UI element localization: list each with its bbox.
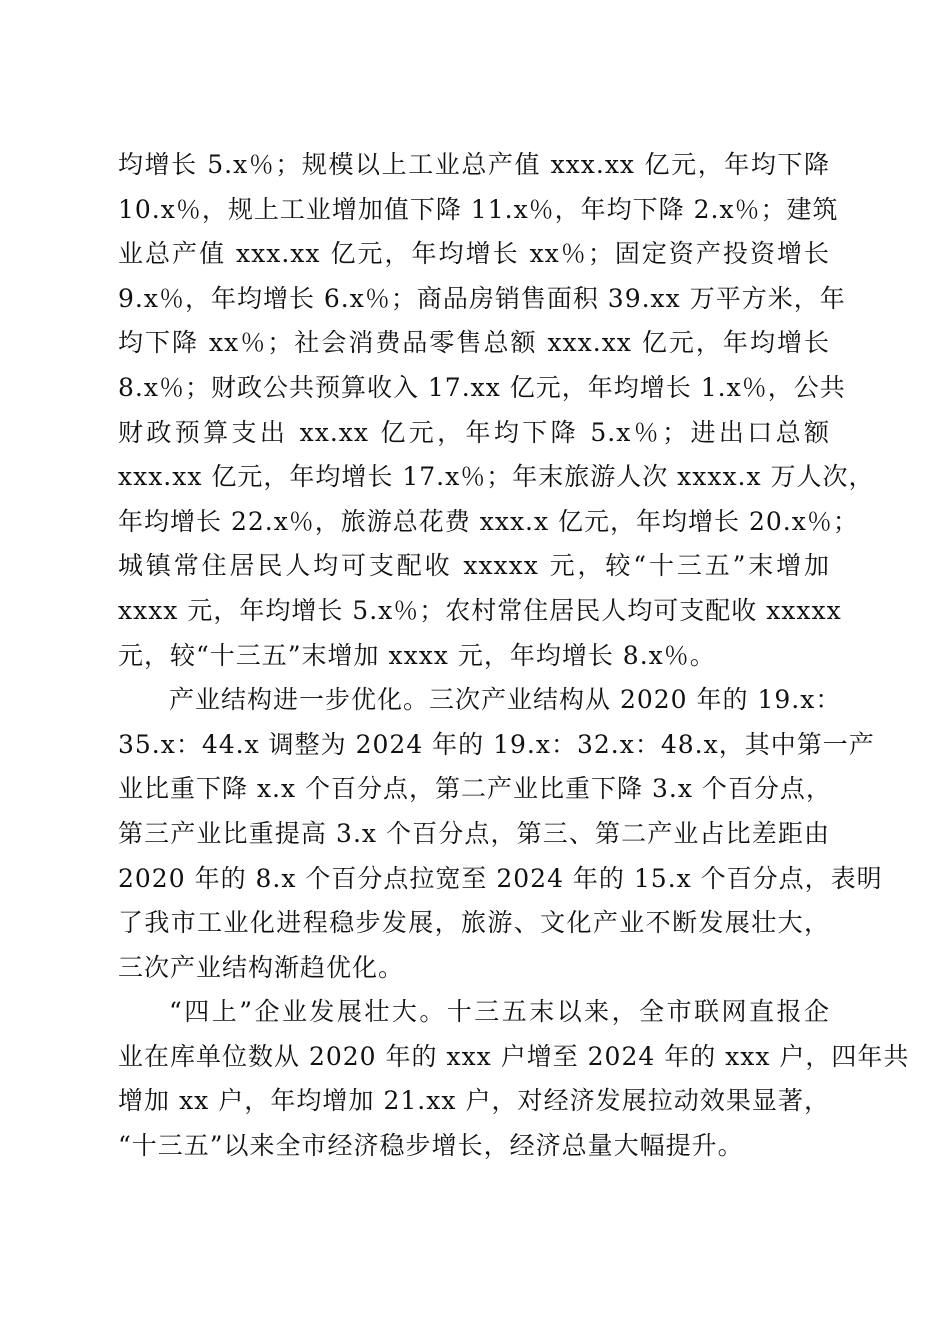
text-line: 业在库单位数从 2020 年的 xxx 户增至 2024 年的 xxx 户，四年共 <box>118 1041 910 1071</box>
document-body <box>118 143 910 1169</box>
text-line: 10.x％，规上工业增加值下降 11.x％，年均下降 2.x％；建筑 <box>118 194 839 224</box>
text-line-last: 元，较“十三五”末增加 xxxx 元，年均增长 8.x％。 <box>118 640 716 670</box>
paragraph-economy-summary <box>118 143 875 678</box>
text-line: 增加 xx 户，年均增加 21.xx 户，对经济发展拉动效果显著， <box>118 1086 830 1116</box>
text-line: 业总产值 xxx.xx 亿元，年均增长 xx％；固定资产投资增长 <box>118 239 830 269</box>
text-line: 2020 年的 8.x 个百分点拉宽至 2024 年的 15.x 个百分点，表明 <box>118 863 883 893</box>
text-line-first: “四上”企业发展壮大。十三五末以来，全市联网直报企 <box>169 997 830 1027</box>
text-line: xxxx 元，年均增长 5.x％；农村常住居民人均可支配收 xxxxx <box>118 595 842 625</box>
text-line: 均下降 xx％；社会消费品零售总额 xxx.xx 亿元，年均增长 <box>118 328 830 358</box>
text-line: 9.x％，年均增长 6.x％；商品房销售面积 39.xx 万平方米，年 <box>118 283 846 313</box>
text-line: 8.x％；财政公共预算收入 17.xx 亿元，年均增长 1.x％，公共 <box>118 372 846 402</box>
text-line-last: “十三五”以来全市经济稳步增长，经济总量大幅提升。 <box>118 1131 744 1161</box>
paragraph-enterprises <box>118 990 910 1168</box>
text-line: 第三产业比重提高 3.x 个百分点，第三、第二产业占比差距由 <box>118 818 830 848</box>
text-line: xxx.xx 亿元，年均增长 17.x％；年末旅游人次 xxxx.x 万人次， <box>118 462 875 492</box>
text-line: 城镇常住居民人均可支配收 xxxxx 元，较“十三五”末增加 <box>118 551 830 581</box>
text-line: 业比重下降 x.x 个百分点，第二产业比重下降 3.x 个百分点， <box>118 774 832 804</box>
text-line: 35.x：44.x 调整为 2024 年的 19.x：32.x：48.x，其中第一产 <box>118 729 875 759</box>
text-line: 均增长 5.x％；规模以上工业总产值 xxx.xx 亿元，年均下降 <box>118 150 830 179</box>
paragraph-industry-structure <box>118 678 883 990</box>
text-line: 了我市工业化进程稳步发展，旅游、文化产业不断发展壮大， <box>118 908 830 938</box>
text-line: 财政预算支出 xx.xx 亿元，年均下降 5.x％；进出口总额 <box>118 417 830 447</box>
text-line: 年均增长 22.x％，旅游总花费 xxx.x 亿元，年均增长 20.x％； <box>118 506 859 536</box>
text-line-first: 产业结构进一步优化。三次产业结构从 2020 年的 19.x： <box>169 685 842 715</box>
text-line-last: 三次产业结构渐趋优化。 <box>118 952 405 982</box>
